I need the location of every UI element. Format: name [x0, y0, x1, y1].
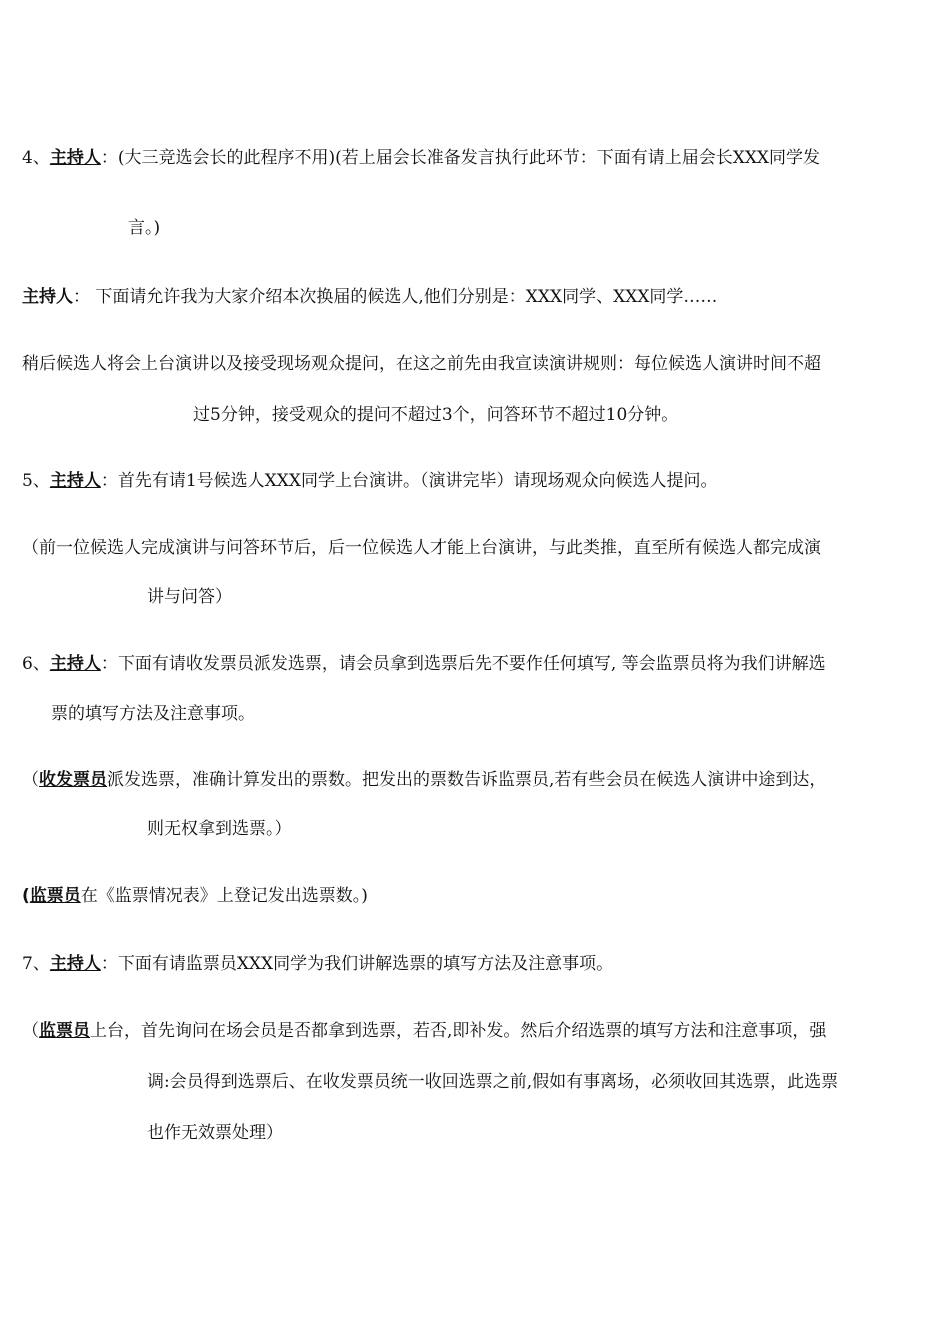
item-number: 7、 — [22, 954, 50, 974]
note-open: ( — [22, 886, 30, 906]
role-label: 监票员 — [29, 886, 81, 906]
intro-line — [22, 286, 717, 308]
note-text: 则无权拿到选票。） — [147, 819, 292, 839]
speaker-label: 主持人 — [49, 148, 101, 168]
item-number: 4、 — [22, 148, 50, 168]
note-text: 派发选票，准确计算发出的票数。把发出的票数告诉监票员,若有些会员在候选人演讲中途到达， — [107, 770, 827, 790]
rules-text: 过5分钟，接受观众的提问不超过3个，问答环节不超过10分钟。 — [193, 405, 679, 425]
role-label: 监票员 — [39, 1021, 90, 1041]
note-5-line-1 — [22, 537, 821, 559]
note-7-line-1 — [22, 1020, 826, 1042]
note-7-line-2 — [147, 1071, 838, 1093]
item-5-line — [22, 470, 717, 492]
item-number: 5、 — [22, 471, 50, 491]
rules-line-1 — [22, 353, 821, 375]
item-6-line-1 — [22, 653, 826, 675]
note-text: 讲与问答） — [147, 587, 232, 607]
note-6a-line-1 — [22, 769, 826, 791]
note-6a-line-2 — [147, 818, 292, 840]
item-text: 票的填写方法及注意事项。 — [51, 704, 255, 724]
note-7-line-3 — [147, 1122, 283, 1144]
item-text: ：下面有请收发票员派发选票，请会员拿到选票后先不要作任何填写, 等会监票员将为我们讲解选 — [100, 654, 826, 674]
item-7-line — [22, 953, 613, 975]
rules-text: 稍后候选人将会上台演讲以及接受现场观众提问，在这之前先由我宣读演讲规则：每位候选人演讲时间不超 — [22, 354, 821, 374]
item-6-line-2 — [51, 703, 255, 725]
note-text: 调:会员得到选票后、在收发票员统一收回选票之前,假如有事离场，必须收回其选票，此选票 — [147, 1072, 839, 1092]
note-5-line-2 — [147, 586, 232, 608]
item-text: ：(大三竞选会长的此程序不用)(若上届会长准备发言执行此环节：下面有请上届会长XXX同学发 — [100, 148, 821, 168]
note-open: （ — [22, 770, 39, 790]
note-text: 上台，首先询问在场会员是否都拿到选票，若否,即补发。然后介绍选票的填写方法和注意事项，强 — [90, 1021, 827, 1041]
speaker-label: 主持人 — [22, 287, 73, 307]
item-number: 6、 — [22, 654, 50, 674]
item-text: 言。) — [128, 218, 161, 238]
item-text: ： 下面请允许我为大家介绍本次换届的候选人,他们分别是：XXX同学、XXX同学…… — [73, 287, 718, 307]
note-text: 在《监票情况表》上登记发出选票数。) — [80, 886, 368, 906]
role-label: 收发票员 — [39, 770, 107, 790]
speaker-label: 主持人 — [49, 471, 101, 491]
note-open: （ — [22, 1021, 39, 1041]
speaker-label: 主持人 — [49, 654, 101, 674]
item-text: ：首先有请1号候选人XXX同学上台演讲。（演讲完毕）请现场观众向候选人提问。 — [100, 471, 718, 491]
note-text: （前一位候选人完成演讲与问答环节后，后一位候选人才能上台演讲，与此类推，直至所有候选人都完成演 — [22, 538, 821, 558]
item-4-line-1 — [22, 147, 820, 169]
item-text: ：下面有请监票员XXX同学为我们讲解选票的填写方法及注意事项。 — [100, 954, 614, 974]
rules-line-2 — [193, 404, 678, 426]
note-6b-line — [22, 885, 368, 907]
speaker-label: 主持人 — [49, 954, 101, 974]
note-text: 也作无效票处理） — [147, 1123, 283, 1143]
item-4-line-2 — [128, 217, 160, 239]
